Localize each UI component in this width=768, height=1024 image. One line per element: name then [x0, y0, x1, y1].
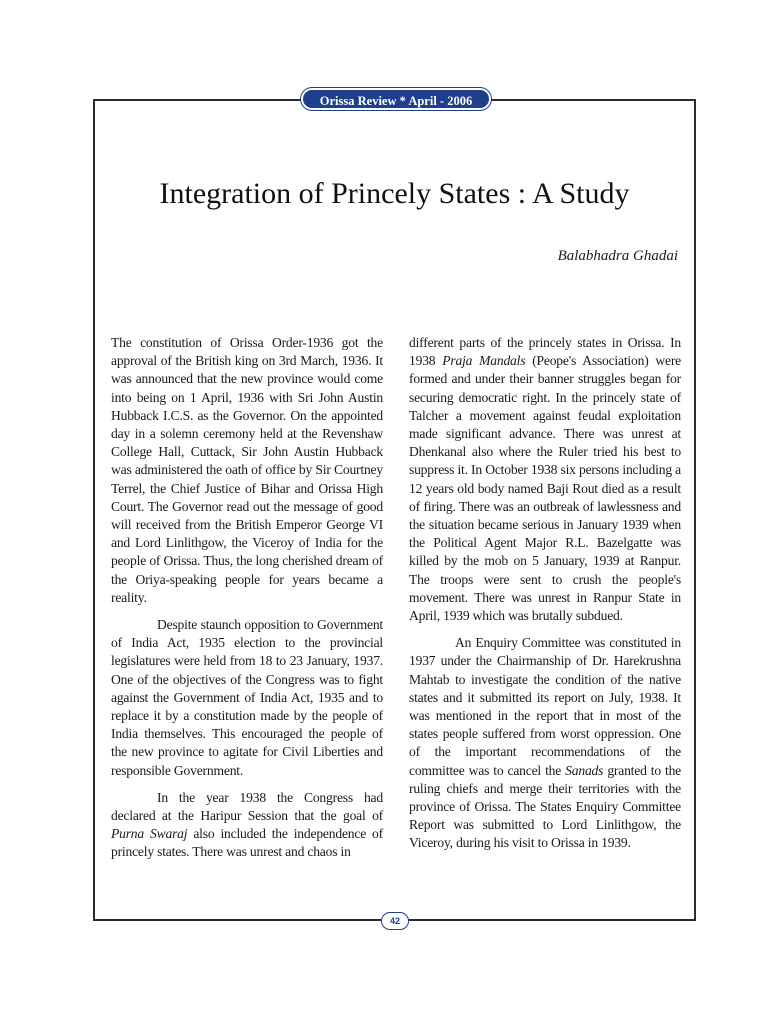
- left-paragraph-3-text-b: also included the independence of princely states. There was unrest and chaos in: [111, 826, 383, 860]
- right-paragraph-1-text-b: (Peope's Association) were formed and under their banner struggles began for securing democratic right. In the princely state of Talcher a movement against feudal exploitation made significant advance. There was unrest at Dhenkanal also where the Ruler tried his best to suppress it. In October 1938 six persons including a 12 years old body named Baji Rout died as a result of firing. There was an outbreak of lawlessness and the situation became serious in January 1939 when the Political Agent Major R.L. Bazelgatte was killed by the mob on 5 January, 1939 at Ranpur. The troops were sent to crush the people's movement. There was unrest in Ranpur State in April, 1939 which was brutally subdued.: [409, 353, 682, 624]
- article-title: Integration of Princely States : A Study: [159, 177, 630, 210]
- journal-header-badge: Orissa Review * April - 2006: [301, 88, 491, 110]
- right-paragraph-2: [409, 634, 681, 852]
- left-paragraph-3: [111, 789, 383, 862]
- left-paragraph-2: Despite staunch opposition to Government of India Act, 1935 election to the provincial legislatures were held from 18 to 23 January, 1937. One of the objectives of the Congress was to fight against the Government of India Act, 1935 and to replace it by a constitution made by the people of India themselves. This encouraged the people of the new province to agitate for Civil Liberties and responsible Government.: [111, 617, 383, 778]
- left-text-column: [111, 334, 383, 871]
- right-paragraph-1-text-a: different parts of the princely states in Orissa. In 1938: [409, 335, 681, 369]
- right-text-column: [409, 334, 681, 862]
- right-paragraph-2-italic: Sanads: [565, 762, 604, 778]
- right-paragraph-2-text-a: An Enquiry Committee was constituted in 1937 under the Chairmanship of Dr. Harekrushna Mahtab to investigate the condition of the native states and it submitted its report on July, 1938. It was mentioned in the report that in most of the states people suffered from worst oppression. One of the important recommendations of the committee was to cancel the: [409, 635, 681, 778]
- left-paragraph-1: The constitution of Orissa Order-1936 got the approval of the British king on 3rd March, 1936. It was announced that the new province would come into being on 1 April, 1936 with Sri John Austin Hubback I.C.S. as the Governor. On the appointed day in a solemn ceremony held at the Revenshaw College Hall, Cuttack, Sir John Austin Hubback was administered the oath of office by Sir Courtney Terrel, the Chief Justice of Bihar and Orissa High Court. The Governor read out the message of good will received from the British Emperor George VI and Lord Linlithgow, the Viceroy of India for the people of Orissa. Thus, the long cherished dream of the Oriya-speaking people for years became a reality.: [111, 335, 383, 605]
- left-paragraph-3-italic: Purna Swaraj: [111, 826, 188, 842]
- page-number-badge: 42: [381, 912, 409, 930]
- article-author: Balabhadra Ghadai: [557, 248, 678, 264]
- left-paragraph-3-text-a: In the year 1938 the Congress had declared at the Haripur Session that the goal of: [111, 789, 383, 824]
- right-paragraph-1: [409, 334, 681, 625]
- right-paragraph-2-text-b: granted to the ruling chiefs and merge their territories with the province of Orissa. The States Enquiry Committee Report was submitted to Lord Linlithgow, the Viceroy, during his visit to Orissa in 1939.: [409, 762, 682, 851]
- right-paragraph-1-italic: Praja Mandals: [442, 353, 526, 369]
